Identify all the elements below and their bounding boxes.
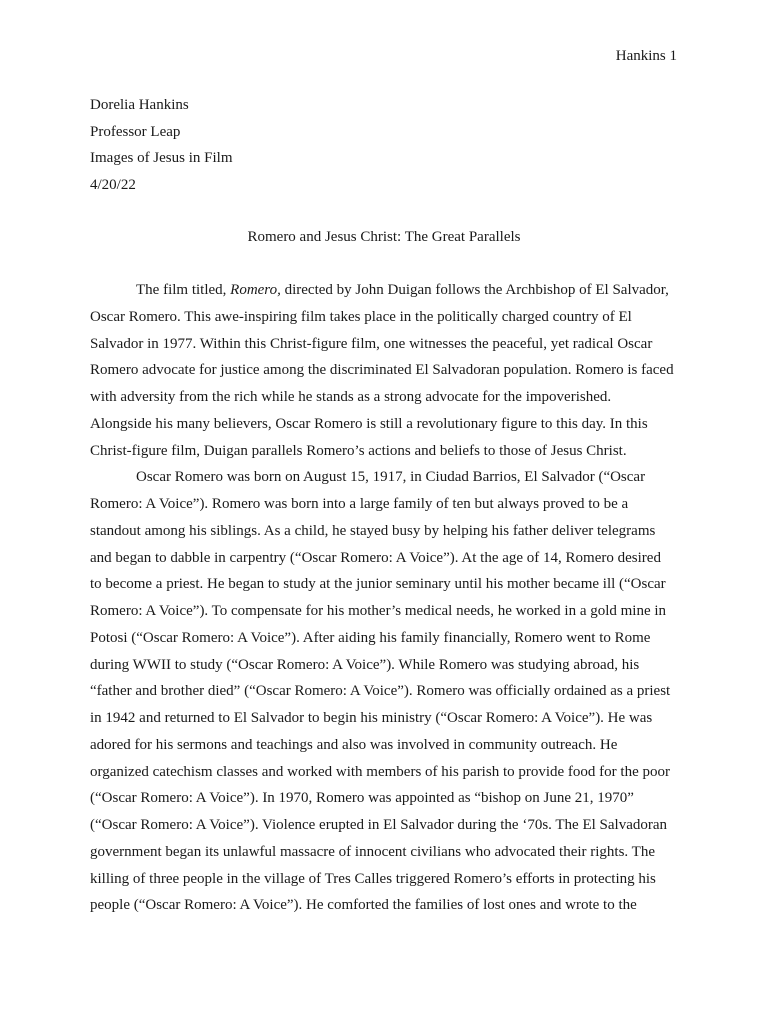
paragraph-1-line-1 [90, 277, 690, 304]
paragraph-line: organized catechism classes and worked with members of his parish to provide food for the poor [90, 763, 670, 780]
paragraph-line: with adversity from the rich while he stands as a strong advocate for the impoverished. [90, 389, 612, 405]
running-header: Hankins 1 [615, 48, 677, 64]
paragraph-line: killing of three people in the village of Tres Calles triggered Romero’s efforts in protecting his [90, 870, 656, 887]
paragraph-line: during WWII to study (“Oscar Romero: A Voice”). While Romero was studying abroad, his [90, 656, 640, 673]
mla-heading [90, 92, 233, 198]
p1-l1-post: directed by John Duigan follows the Archbishop of El Salvador, [280, 282, 669, 298]
paragraph-line: and began to dabble in carpentry (“Oscar Romero: A Voice”). At the age of 14, Romero desired [90, 549, 661, 566]
paragraph-line: Alongside his many believers, Oscar Romero is still a revolutionary figure to this day. In this [90, 415, 648, 432]
paragraph-line: Potosi (“Oscar Romero: A Voice”). After aiding his family financially, Romero went to Rome [90, 629, 651, 646]
film-title-italic: Romero, [230, 282, 281, 298]
paragraph-line: Romero: A Voice”). To compensate for his mother’s medical needs, he worked in a gold mine in [90, 603, 667, 619]
professor-name: Professor Leap [90, 123, 181, 140]
date: 4/20/22 [90, 176, 136, 193]
paragraph-line: standout among his siblings. As a child, he stayed busy by helping his father deliver telegrams [90, 522, 656, 539]
author-name: Dorelia Hankins [90, 97, 189, 113]
p1-l1-pre: The film titled, [136, 282, 231, 298]
paragraph-line: (“Oscar Romero: A Voice”). Violence erupted in El Salvador during the ‘70s. The El Salvadoran [90, 817, 668, 833]
paragraph-line: (“Oscar Romero: A Voice”). In 1970, Romero was appointed as “bishop on June 21, 1970” [90, 790, 634, 807]
paragraph-line: adored for his sermons and teachings and also was involved in community outreach. He [90, 736, 618, 753]
paragraph-2-line-1: Oscar Romero was born on August 15, 1917, in Ciudad Barrios, El Salvador (“Oscar [136, 469, 646, 486]
paragraph-line: Salvador in 1977. Within this Christ-figure film, one witnesses the peaceful, yet radical Oscar [90, 335, 653, 352]
paragraph-line: Romero: A Voice”). Romero was born into a large family of ten but always proved to be a [90, 496, 629, 512]
paragraph-line: people (“Oscar Romero: A Voice”). He comforted the families of lost ones and wrote to the [90, 897, 637, 914]
paragraph-line: Christ-figure film, Duigan parallels Romero’s actions and beliefs to those of Jesus Christ. [90, 442, 627, 459]
paragraph-line: government began its unlawful massacre of innocent civilians who advocated their rights. The [90, 843, 655, 860]
paragraph-line: in 1942 and returned to El Salvador to begin his ministry (“Oscar Romero: A Voice”). He was [90, 710, 653, 726]
paragraph-line: to become a priest. He began to study at the junior seminary until his mother became ill (“Oscar [90, 576, 666, 593]
paragraph-line: “father and brother died” (“Oscar Romero: A Voice”). Romero was officially ordained as a priest [90, 683, 671, 700]
paragraph-line: Oscar Romero. This awe-inspiring film takes place in the politically charged country of El [90, 308, 632, 325]
essay-title: Romero and Jesus Christ: The Great Parallels [247, 229, 521, 245]
paragraph-line: Romero advocate for justice among the discriminated El Salvadoran population. Romero is faced [90, 362, 674, 379]
course-name: Images of Jesus in Film [90, 150, 233, 167]
essay-body [90, 277, 690, 919]
